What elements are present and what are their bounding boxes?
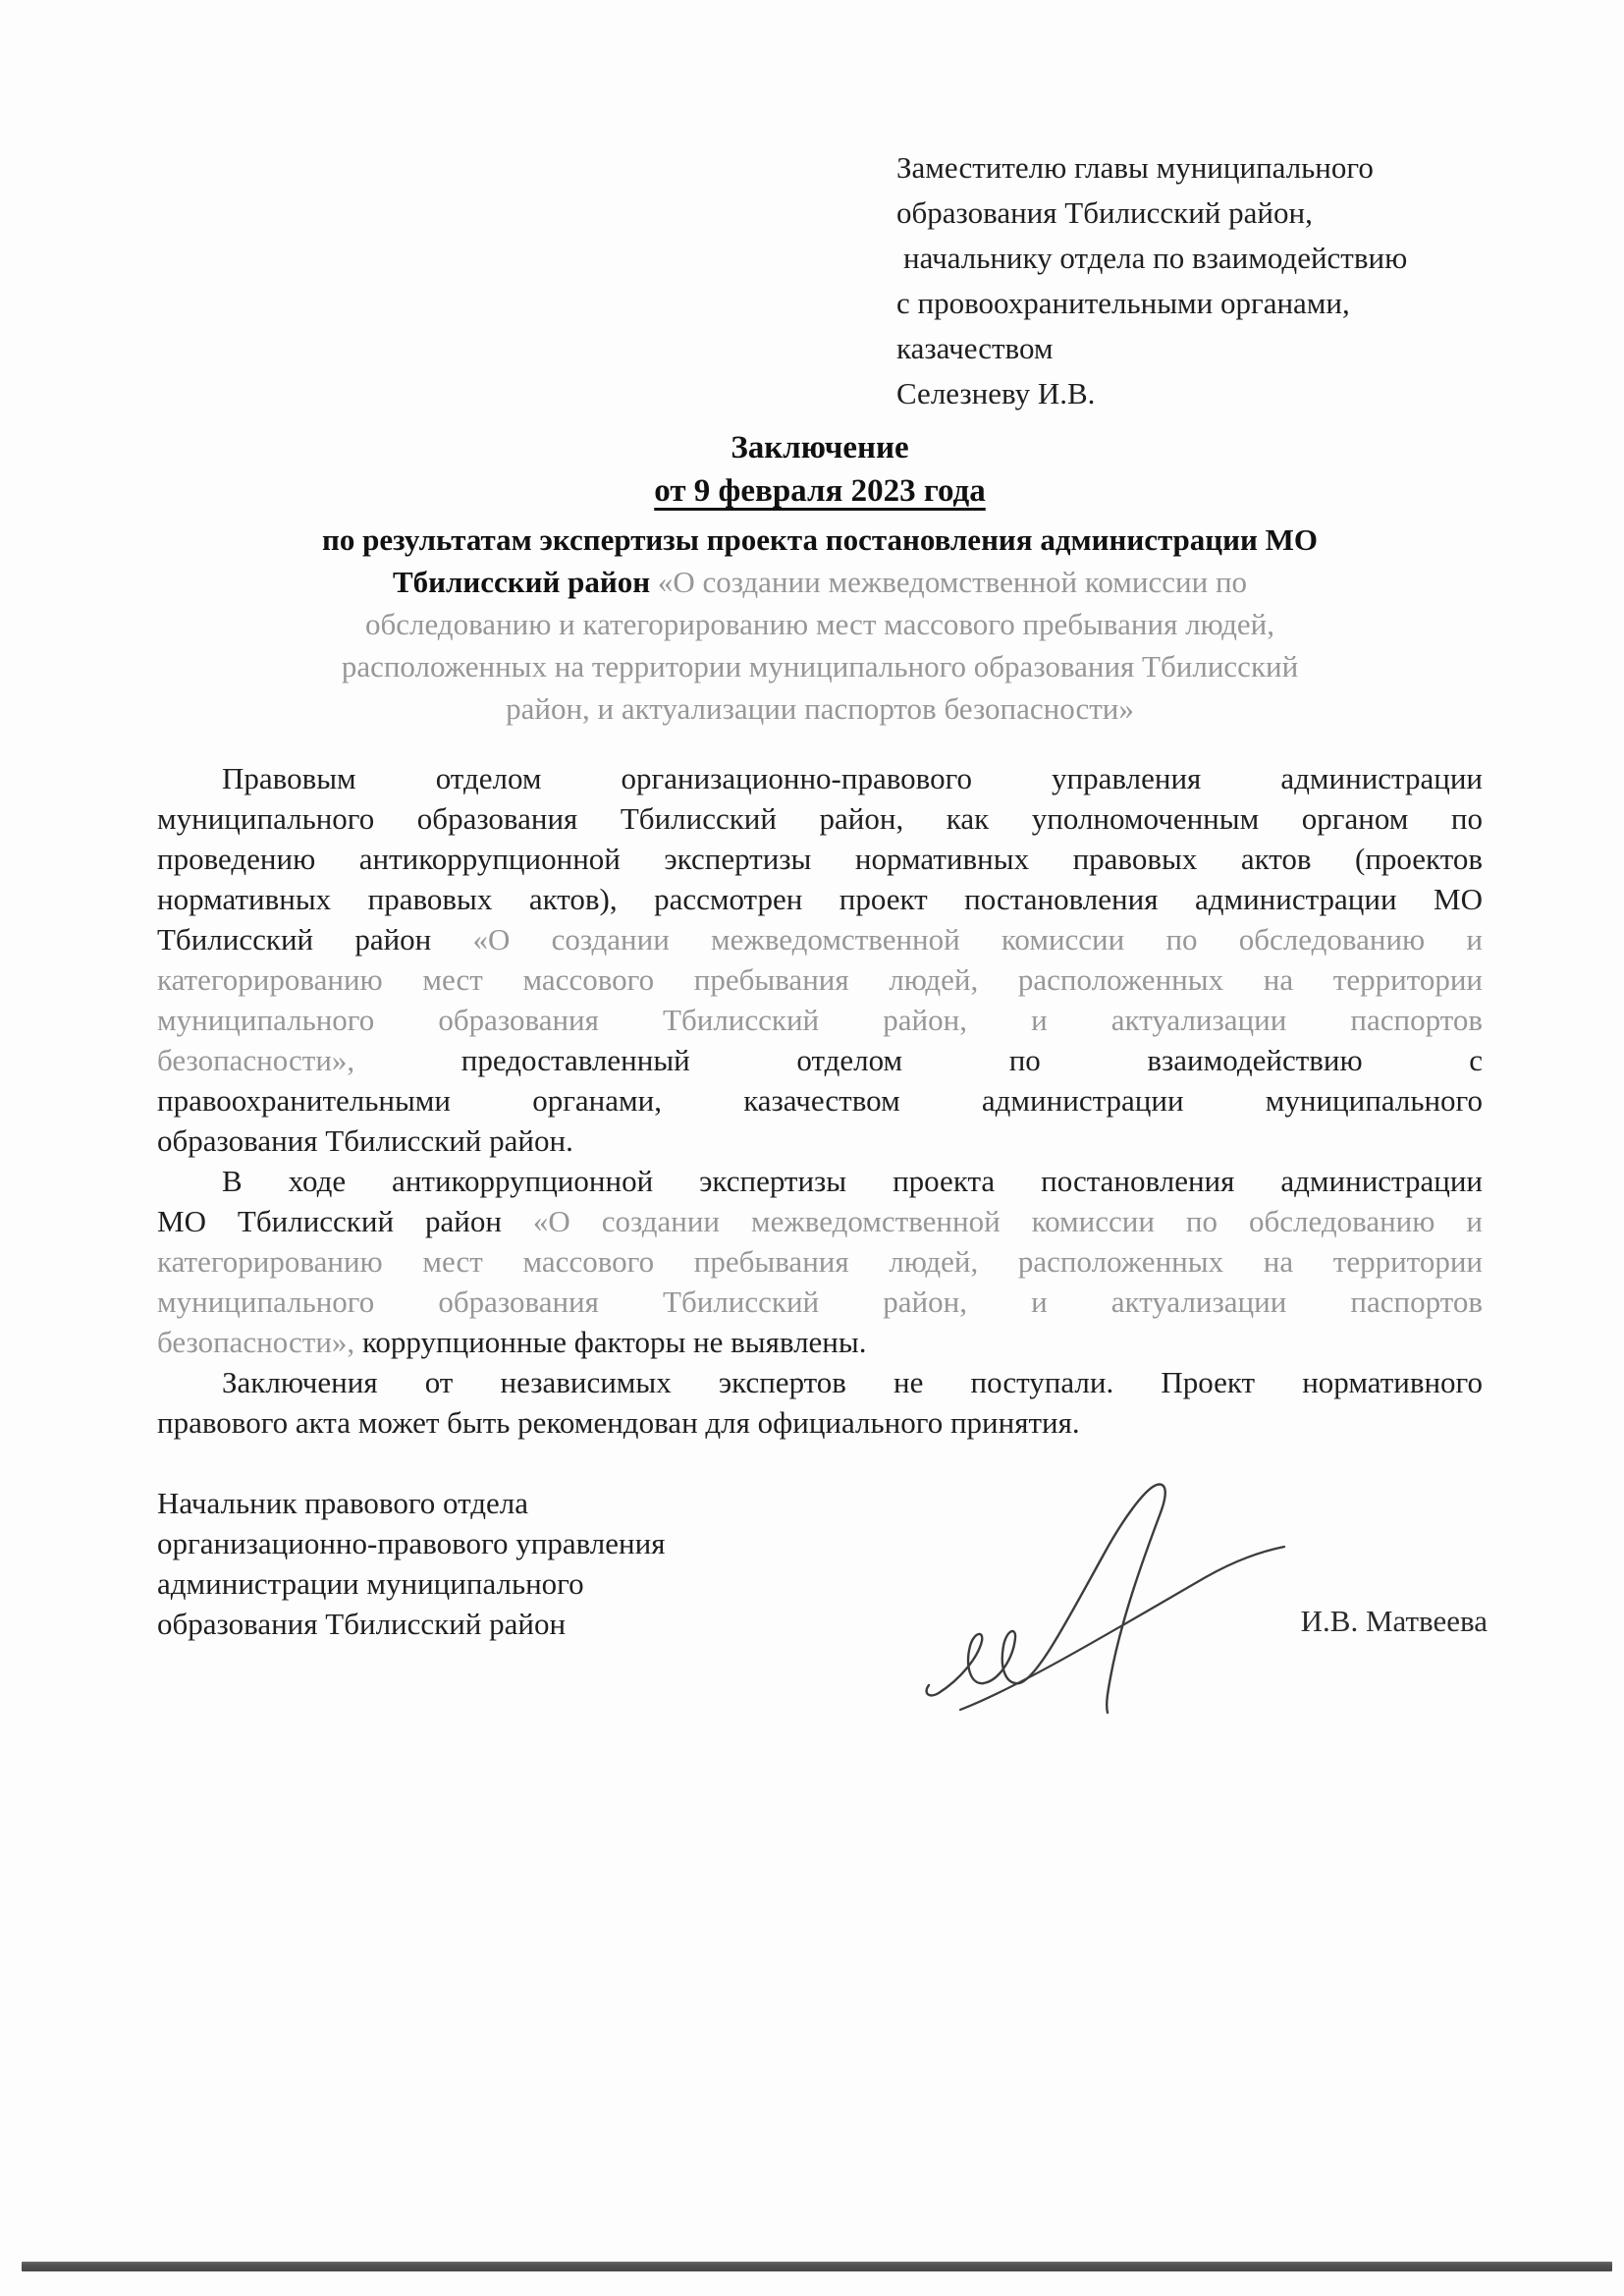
text-segment: МО Тбилисский район (157, 1204, 533, 1238)
text-segment: район, и актуализации паспортов безопасности» (506, 691, 1134, 726)
text-segment: муниципального образования Тбилисский район, и актуализации паспортов (157, 1003, 1483, 1037)
body-line (157, 1402, 1483, 1443)
handwritten-signature (921, 1461, 1314, 1722)
body-line (157, 839, 1483, 879)
text-segment: категорированию мест массового пребывания людей, расположенных на территории (157, 962, 1483, 997)
text-segment: проведению антикоррупционной экспертизы нормативных правовых актов (проектов (157, 842, 1483, 876)
text-segment: нормативных правовых актов), рассмотрен проект постановления администрации МО (157, 882, 1483, 916)
body-line (157, 1040, 1483, 1080)
subject-block (157, 519, 1483, 730)
subject-line (157, 645, 1483, 687)
body-line (157, 1121, 1483, 1161)
document-title: Заключение (731, 430, 909, 465)
text-segment: безопасности», (157, 1043, 355, 1077)
addressee-line: казачеством (896, 331, 1054, 365)
body-line (157, 1282, 1483, 1322)
text-segment: «О создании межведомственной комиссии по обследованию и (472, 922, 1483, 957)
text-segment: безопасности», (157, 1325, 355, 1359)
text-segment: по результатам экспертизы проекта постановления администрации МО (321, 522, 1319, 557)
signatory-line: образования Тбилисский район (157, 1607, 567, 1641)
text-segment: правового акта может быть рекомендован для официального принятия. (157, 1405, 1080, 1440)
subject-line (157, 519, 1483, 561)
text-segment: муниципального образования Тбилисский район, и актуализации паспортов (157, 1285, 1483, 1319)
text-segment: муниципального образования Тбилисский район, как уполномоченным органом по (157, 801, 1483, 836)
text-segment: Тбилисский район (392, 565, 658, 599)
body-line (157, 1161, 1483, 1201)
signatory-position-block (157, 1483, 844, 1644)
signatory-line: администрации муниципального (157, 1566, 584, 1601)
body-line (157, 1241, 1483, 1282)
body-line (157, 879, 1483, 919)
addressee-line: с провоохранительными органами, (896, 286, 1350, 320)
addressee-line: Заместителю главы муниципального (896, 150, 1374, 185)
text-segment: коррупционные факторы не выявлены. (354, 1325, 867, 1359)
body-line (157, 1362, 1483, 1402)
text-segment: обследованию и категорированию мест массового пребывания людей, (364, 607, 1275, 641)
body-line (157, 919, 1483, 959)
body-line (157, 1322, 1483, 1362)
text-segment: расположенных на территории муниципального образования Тбилисский (341, 649, 1299, 683)
body-line (157, 1201, 1483, 1241)
addressee-line: образования Тбилисский район, (896, 195, 1313, 230)
text-segment: Правовым отделом организационно-правового управления администрации (222, 761, 1483, 795)
addressee-line: начальнику отдела по взаимодействию (903, 241, 1408, 275)
text-segment: Заключения от независимых экспертов не поступали. Проект нормативного (222, 1365, 1483, 1399)
signatory-name: И.В. Матвеева (1300, 1604, 1488, 1638)
subject-line (157, 561, 1483, 603)
body-line (157, 758, 1483, 798)
addressee-line: Селезневу И.В. (896, 376, 1096, 410)
text-segment: В ходе антикоррупционной экспертизы проекта постановления администрации (222, 1164, 1483, 1198)
document-date (157, 473, 1483, 510)
body-text (157, 758, 1483, 1443)
text-segment: «О создании межведомственной комиссии по обследованию и (532, 1204, 1483, 1238)
text-segment: категорированию мест массового пребывания людей, расположенных на территории (157, 1244, 1483, 1279)
text-segment: правоохранительными органами, казачеством администрации муниципального (157, 1083, 1483, 1118)
signatory-line: организационно-правового управления (157, 1526, 666, 1560)
scan-artifact-bar (22, 2262, 1612, 2271)
body-line (157, 959, 1483, 1000)
addressee-block (896, 145, 1486, 416)
document-date-text: от 9 февраля 2023 года (654, 473, 986, 509)
body-line (157, 798, 1483, 839)
text-segment: Тбилисский район (157, 922, 473, 957)
text-segment: предоставленный отделом по взаимодействию с (354, 1043, 1483, 1077)
signatory-line: Начальник правового отдела (157, 1486, 529, 1520)
subject-line (157, 687, 1483, 730)
subject-line (157, 603, 1483, 645)
body-line (157, 1080, 1483, 1121)
text-segment: образования Тбилисский район. (157, 1123, 573, 1158)
text-segment: «О создании межведомственной комиссии по (657, 565, 1248, 599)
body-line (157, 1000, 1483, 1040)
